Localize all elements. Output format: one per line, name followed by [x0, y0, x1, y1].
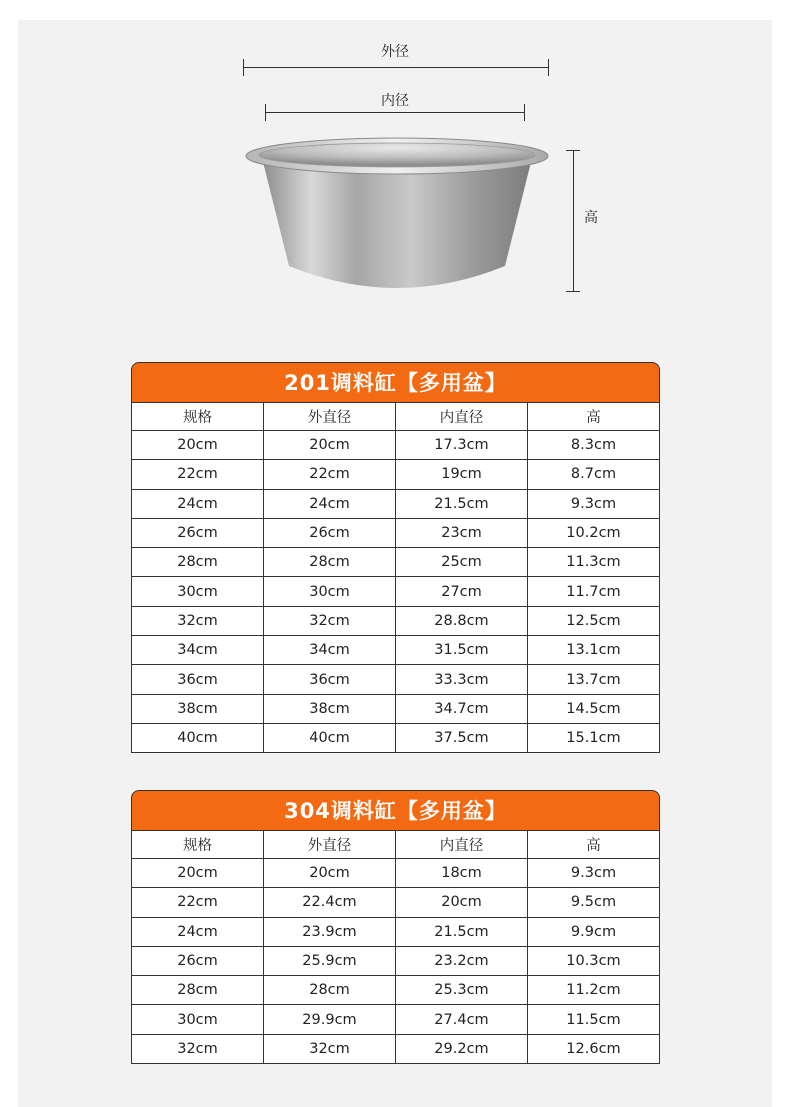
- cell-outer-diameter: 24cm: [264, 489, 396, 518]
- table-row: [132, 1034, 660, 1063]
- table-row: [132, 636, 660, 665]
- cell-height: 8.3cm: [528, 431, 660, 460]
- cell-spec: 32cm: [132, 606, 264, 635]
- cell-inner-diameter: 34.7cm: [396, 694, 528, 723]
- table-header-row: [132, 831, 660, 859]
- cell-spec: 40cm: [132, 723, 264, 752]
- cell-height: 13.1cm: [528, 636, 660, 665]
- cell-outer-diameter: 22cm: [264, 460, 396, 489]
- table-row: [132, 431, 660, 460]
- cell-height: 9.9cm: [528, 917, 660, 946]
- cell-inner-diameter: 29.2cm: [396, 1034, 528, 1063]
- header-outer-diameter: 外直径: [264, 403, 396, 431]
- cell-outer-diameter: 26cm: [264, 518, 396, 547]
- outer-diameter-tick-right: [548, 59, 549, 76]
- cell-height: 15.1cm: [528, 723, 660, 752]
- cell-spec: 30cm: [132, 1005, 264, 1034]
- cell-height: 9.3cm: [528, 859, 660, 888]
- cell-spec: 28cm: [132, 548, 264, 577]
- cell-height: 11.5cm: [528, 1005, 660, 1034]
- spec-table-304: [131, 790, 660, 1064]
- table-row: [132, 976, 660, 1005]
- header-inner-diameter: 内直径: [396, 403, 528, 431]
- cell-spec: 24cm: [132, 917, 264, 946]
- inner-diameter-line: [265, 112, 525, 113]
- table-row: [132, 946, 660, 975]
- cell-inner-diameter: 17.3cm: [396, 431, 528, 460]
- cell-spec: 26cm: [132, 518, 264, 547]
- height-tick-top: [566, 150, 580, 151]
- cell-inner-diameter: 27.4cm: [396, 1005, 528, 1034]
- cell-inner-diameter: 27cm: [396, 577, 528, 606]
- cell-spec: 38cm: [132, 694, 264, 723]
- cell-height: 14.5cm: [528, 694, 660, 723]
- table-title-201: 201调料缸【多用盆】: [131, 362, 660, 402]
- table-row: [132, 489, 660, 518]
- cell-outer-diameter: 34cm: [264, 636, 396, 665]
- cell-spec: 34cm: [132, 636, 264, 665]
- header-height: 高: [528, 403, 660, 431]
- cell-spec: 32cm: [132, 1034, 264, 1063]
- cell-height: 10.3cm: [528, 946, 660, 975]
- cell-inner-diameter: 18cm: [396, 859, 528, 888]
- cell-height: 11.3cm: [528, 548, 660, 577]
- height-line: [573, 150, 574, 292]
- table-row: [132, 577, 660, 606]
- height-label: 高: [584, 210, 598, 226]
- cell-spec: 22cm: [132, 888, 264, 917]
- table-row: [132, 723, 660, 752]
- table-row: [132, 1005, 660, 1034]
- table-row: [132, 888, 660, 917]
- table-201-grid: [131, 402, 660, 753]
- cell-outer-diameter: 20cm: [264, 859, 396, 888]
- cell-spec: 20cm: [132, 431, 264, 460]
- cell-outer-diameter: 22.4cm: [264, 888, 396, 917]
- cell-spec: 36cm: [132, 665, 264, 694]
- cell-outer-diameter: 32cm: [264, 606, 396, 635]
- cell-spec: 24cm: [132, 489, 264, 518]
- cell-outer-diameter: 30cm: [264, 577, 396, 606]
- table-header-row: [132, 403, 660, 431]
- cell-spec: 20cm: [132, 859, 264, 888]
- cell-inner-diameter: 33.3cm: [396, 665, 528, 694]
- table-row: [132, 606, 660, 635]
- table-row: [132, 859, 660, 888]
- cell-height: 8.7cm: [528, 460, 660, 489]
- cell-height: 13.7cm: [528, 665, 660, 694]
- outer-diameter-tick-left: [243, 59, 244, 76]
- table-title-304: 304调料缸【多用盆】: [131, 790, 660, 830]
- cell-height: 12.6cm: [528, 1034, 660, 1063]
- inner-diameter-label: 内径: [381, 93, 409, 109]
- cell-inner-diameter: 21.5cm: [396, 917, 528, 946]
- inner-diameter-tick-left: [265, 104, 266, 121]
- cell-height: 11.7cm: [528, 577, 660, 606]
- cell-height: 12.5cm: [528, 606, 660, 635]
- cell-inner-diameter: 20cm: [396, 888, 528, 917]
- table-304-grid: [131, 830, 660, 1064]
- cell-height: 10.2cm: [528, 518, 660, 547]
- cell-outer-diameter: 25.9cm: [264, 946, 396, 975]
- cell-inner-diameter: 21.5cm: [396, 489, 528, 518]
- table-row: [132, 518, 660, 547]
- cell-outer-diameter: 28cm: [264, 976, 396, 1005]
- cell-outer-diameter: 28cm: [264, 548, 396, 577]
- header-outer-diameter: 外直径: [264, 831, 396, 859]
- table-row: [132, 665, 660, 694]
- table-row: [132, 694, 660, 723]
- header-spec: 规格: [132, 831, 264, 859]
- cell-outer-diameter: 32cm: [264, 1034, 396, 1063]
- cell-inner-diameter: 37.5cm: [396, 723, 528, 752]
- cell-outer-diameter: 23.9cm: [264, 917, 396, 946]
- stainless-bowl-image: [245, 134, 549, 300]
- cell-outer-diameter: 36cm: [264, 665, 396, 694]
- height-tick-bottom: [566, 291, 580, 292]
- cell-spec: 28cm: [132, 976, 264, 1005]
- cell-inner-diameter: 31.5cm: [396, 636, 528, 665]
- cell-spec: 26cm: [132, 946, 264, 975]
- cell-inner-diameter: 25.3cm: [396, 976, 528, 1005]
- cell-inner-diameter: 25cm: [396, 548, 528, 577]
- cell-inner-diameter: 28.8cm: [396, 606, 528, 635]
- table-row: [132, 548, 660, 577]
- table-row: [132, 917, 660, 946]
- header-spec: 规格: [132, 403, 264, 431]
- cell-outer-diameter: 40cm: [264, 723, 396, 752]
- cell-height: 9.5cm: [528, 888, 660, 917]
- cell-height: 9.3cm: [528, 489, 660, 518]
- outer-diameter-label: 外径: [381, 44, 409, 60]
- outer-diameter-line: [243, 67, 549, 68]
- header-height: 高: [528, 831, 660, 859]
- spec-table-201: [131, 362, 660, 753]
- cell-outer-diameter: 29.9cm: [264, 1005, 396, 1034]
- cell-outer-diameter: 20cm: [264, 431, 396, 460]
- header-inner-diameter: 内直径: [396, 831, 528, 859]
- cell-spec: 30cm: [132, 577, 264, 606]
- cell-inner-diameter: 23.2cm: [396, 946, 528, 975]
- cell-height: 11.2cm: [528, 976, 660, 1005]
- cell-inner-diameter: 19cm: [396, 460, 528, 489]
- table-row: [132, 460, 660, 489]
- cell-outer-diameter: 38cm: [264, 694, 396, 723]
- cell-inner-diameter: 23cm: [396, 518, 528, 547]
- cell-spec: 22cm: [132, 460, 264, 489]
- inner-diameter-tick-right: [524, 104, 525, 121]
